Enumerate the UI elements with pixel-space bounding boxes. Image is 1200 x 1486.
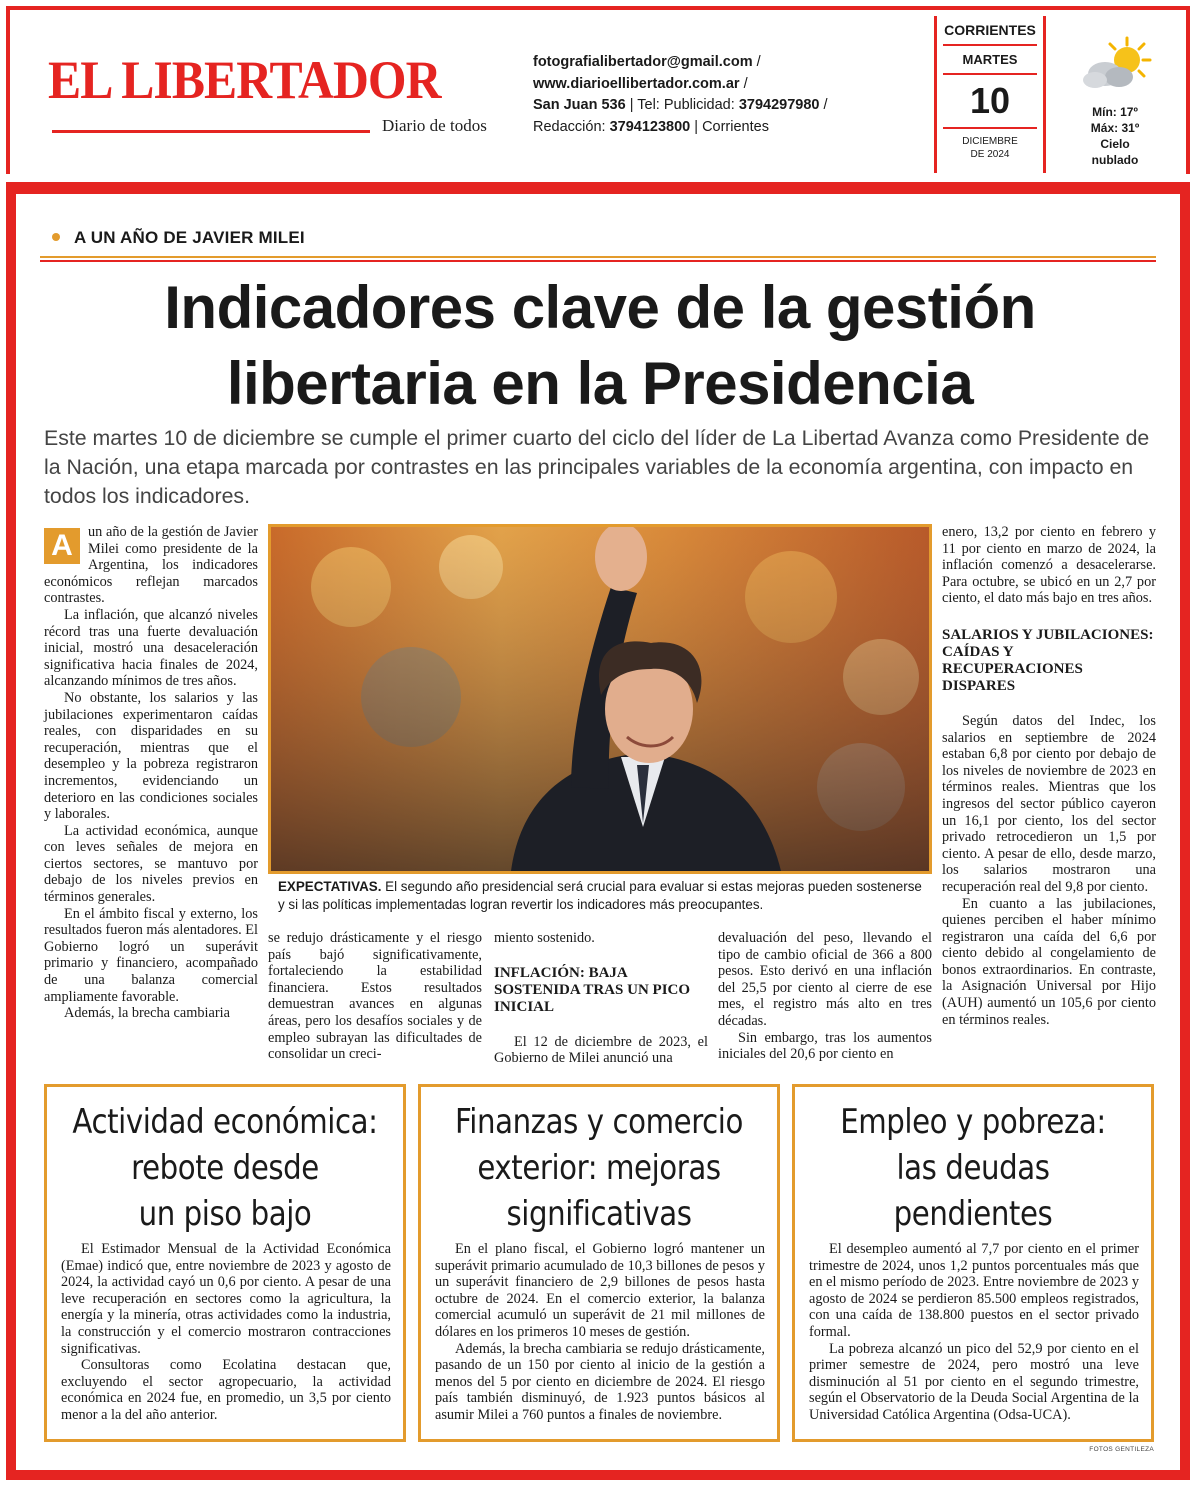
weather-condition-2: nublado bbox=[1091, 153, 1139, 167]
date-year: DE 2024 bbox=[970, 149, 1010, 160]
box-empleo-pobreza bbox=[792, 1084, 1154, 1442]
date-city: CORRIENTES bbox=[944, 22, 1036, 38]
paragraph: Consultoras como Ecolatina destacan que, excluyendo el sector agropecuario, la actividad económica en 2024 fue, en promedio, un 3,5 por ciento menor a la del año anterior. bbox=[61, 1357, 391, 1423]
photo-credit: FOTOS GENTILEZA bbox=[1089, 1446, 1154, 1453]
paragraph: La inflación, que alcanzó niveles récord tras una fuerte devaluación inicial, mostró una desaceleración significativa hacia finales de 2024, alcanzando mínimos de tres años. bbox=[44, 606, 258, 690]
caption-text: El segundo año presidencial será crucial para evaluar si estas mejoras pueden sostenerse y si las políticas implementadas logran revertir los indicadores más preocupantes. bbox=[278, 879, 922, 912]
main-photo[interactable] bbox=[268, 524, 932, 874]
paragraph: En el plano fiscal, el Gobierno logró mantener un superávit primario acumulado de 10,3 billones de pesos y un superávit financiero de 2,9 billones de pesos hasta octubre de 2024. En el comercio exterior, la balanza comercial acumuló un superávit de 21 mil millones de dólares en los primeros 10 meses de gestión. bbox=[435, 1241, 765, 1340]
box-body bbox=[61, 1241, 391, 1424]
headline-line-1: Indicadores clave de la gestión bbox=[164, 274, 1036, 341]
paragraph: La pobreza alcanzó un pico del 52,9 por ciento en el primer semestre de 2024, pero mostró una leve disminución al 51 por ciento en el segundo trimestre, según el Observatorio de la Deuda Social Argentina de la Universidad Católica Argentina (Odsa-UCA). bbox=[809, 1340, 1139, 1423]
paragraph: un año de la gestión de Javier Milei como presidente de la Argentina, los indicadores económicos reflejan marcados contrastes. bbox=[44, 524, 258, 607]
logo-wordmark: EL LIBERTADOR bbox=[48, 50, 441, 110]
article-column-3 bbox=[494, 930, 708, 1067]
article-column-4 bbox=[718, 930, 932, 1063]
article-headline bbox=[40, 270, 1160, 422]
weather-widget bbox=[1050, 28, 1180, 176]
date-day-number: 10 bbox=[969, 80, 1011, 121]
contact-redaccion-number: 3794123800 bbox=[609, 118, 691, 135]
article-dek: Este martes 10 de diciembre se cumple el primer cuarto del ciclo del líder de La Libertad Avanza como Presidente de la Nación, una etapa marcada por contrastes en las principales variables de la economía argentina, con impacto en todos los indicadores. bbox=[44, 426, 1150, 508]
box-actividad-economica bbox=[44, 1084, 406, 1442]
kicker-text: A UN AÑO DE JAVIER MILEI bbox=[74, 228, 305, 247]
paragraph: El Estimador Mensual de la Actividad Económica (Emae) indicó que, entre noviembre de 2023 y agosto de 2024, la actividad cayó un 0,6 por ciento. A pesar de una leve recuperación en sectores como la agricultura, la energía y la minería, otras actividades como la industria, la construcción y el comercio mostraron contracciones significativas. bbox=[61, 1241, 391, 1357]
box-title bbox=[446, 1099, 752, 1237]
article-column-5 bbox=[942, 524, 1156, 1028]
box-title-line: Actividad económica: bbox=[72, 1102, 378, 1142]
newspaper-logo[interactable] bbox=[48, 50, 487, 138]
article-column-2 bbox=[268, 930, 482, 1063]
date-divider bbox=[943, 44, 1037, 46]
paragraph: En cuanto a las jubilaciones, quienes perciben el haber mínimo registraron una caída del 6,6 por ciento debido al congelamiento de bonos extraordinarios. En contraste, la Asignación Universal por Hijo (AUH) aumentó un 105,6 por ciento en términos reales. bbox=[942, 895, 1156, 1028]
subhead-inflacion: INFLACIÓN: BAJA SOSTENIDA TRAS UN PICO INICIAL bbox=[494, 964, 691, 1015]
paragraph: enero, 13,2 por ciento en febrero y 11 por ciento en marzo de 2024, la inflación comenzó a desacelerarse. Para octubre, se ubicó en un 2,7 por ciento, el dato más bajo en tres años. bbox=[942, 524, 1156, 607]
paragraph: Además, la brecha cambiaria se redujo drásticamente, pasando de un 150 por ciento al inicio de la gestión a menos del 5 por ciento en diciembre de 2024. El riesgo país también disminuyó, de 1.923 puntos básicos al asumir Milei a 760 puntos a finales de noviembre. bbox=[435, 1340, 765, 1423]
box-title-line: Finanzas y comercio bbox=[455, 1102, 743, 1142]
contact-tel-label: Tel: Publicidad: bbox=[637, 97, 735, 113]
paragraph: se redujo drásticamente y el riesgo país bajó significativamente, fortaleciendo la estabilidad financiera. Estos resultados demuestran avances en algunas áreas, pero los desafíos sociales y de empleo subrayan las dificultades de consolidar un creci- bbox=[268, 930, 482, 1063]
contact-email[interactable]: fotografialibertador@gmail.com bbox=[533, 54, 753, 70]
section-kicker bbox=[52, 228, 305, 248]
paragraph: La actividad económica, aunque con leves señales de mejora en ciertos sectores, se mantuvo por debajo de los niveles previos en términos generales. bbox=[44, 822, 258, 906]
box-body bbox=[435, 1241, 765, 1424]
box-title-line: las deudas bbox=[896, 1148, 1050, 1188]
date-month: DICIEMBRE bbox=[962, 136, 1018, 147]
box-title-line: rebote desde bbox=[131, 1148, 319, 1188]
kicker-rule-gold bbox=[40, 256, 1156, 258]
paragraph: Sin embargo, tras los aumentos iniciales del 20,6 por ciento en bbox=[718, 1029, 932, 1063]
paragraph: El 12 de diciembre de 2023, el Gobierno de Milei anunció una bbox=[494, 1033, 708, 1067]
kicker-rule-red bbox=[40, 260, 1156, 262]
box-title bbox=[72, 1099, 378, 1237]
logo-underline bbox=[52, 130, 370, 133]
bullet-icon bbox=[52, 233, 60, 241]
weather-max: Máx: 31º bbox=[1090, 121, 1140, 135]
photo-block bbox=[268, 524, 932, 924]
article-column-1 bbox=[44, 524, 258, 1022]
partly-cloudy-sun-icon bbox=[1075, 34, 1155, 94]
box-title bbox=[820, 1099, 1126, 1237]
drop-cap: A bbox=[44, 528, 80, 564]
box-body bbox=[809, 1241, 1139, 1424]
box-title-line: significativas bbox=[506, 1194, 692, 1234]
box-title-line: exterior: mejoras bbox=[477, 1148, 721, 1188]
headline-line-2: libertaria en la Presidencia bbox=[226, 350, 974, 417]
weather-condition-1: Cielo bbox=[1100, 137, 1130, 151]
paragraph: Además, la brecha cambiaria bbox=[64, 1005, 230, 1022]
box-finanzas-comercio bbox=[418, 1084, 780, 1442]
date-weekday: MARTES bbox=[962, 52, 1018, 67]
contact-web[interactable]: www.diarioellibertador.com.ar bbox=[533, 75, 740, 92]
date-divider bbox=[943, 73, 1037, 75]
logo-tagline: Diario de todos bbox=[382, 116, 487, 135]
photo-caption bbox=[278, 878, 926, 914]
box-title-line: Empleo y pobreza: bbox=[840, 1102, 1106, 1142]
paragraph: Según datos del Indec, los salarios en septiembre de 2024 estaban 6,8 por ciento por debajo de los niveles de noviembre de 2023 en términos reales. Mientras que los ingresos del sector público cayeron un 16,1 por ciento, los del sector privado retrocedieron un 1,5 por ciento. A pesar de ello, desde marzo, los salarios mostraron una recuperación real del 9,8 por ciento. bbox=[942, 712, 1156, 895]
contact-city: Corrientes bbox=[702, 118, 769, 135]
contact-info: fotografialibertador@gmail.com / www.diarioellibertador.com.ar / San Juan 536 | Tel: Publicidad: 3794297980 / Redacción: 3794123800 | Corrientes bbox=[533, 54, 828, 135]
paragraph: No obstante, los salarios y las jubilaciones experimentaron caídas reales, con disparidades en su recuperación, mientras que el desempleo y la pobreza registraron incrementos, evidenciando un deterioro en las condiciones sociales y laborales. bbox=[44, 689, 258, 823]
date-box bbox=[934, 16, 1046, 173]
masthead-red-bar bbox=[6, 182, 1190, 194]
contact-redaccion-label: Redacción: bbox=[533, 118, 606, 135]
caption-label: EXPECTATIVAS. bbox=[278, 879, 382, 894]
paragraph: miento sostenido. bbox=[494, 930, 595, 946]
weather-min: Mín: 17º bbox=[1092, 105, 1138, 119]
contact-tel-number: 3794297980 bbox=[738, 97, 820, 113]
paragraph: En el ámbito fiscal y externo, los resultados fueron más alentadores. El Gobierno logró un superávit primario y financiero, acompañado de una balanza comercial ampliamente favorable. bbox=[44, 905, 258, 1005]
contact-address: San Juan 536 bbox=[533, 97, 626, 113]
paragraph: El desempleo aumentó al 7,7 por ciento en el primer trimestre de 2024, unos 1,2 puntos porcentuales más que en el mismo período de 2023. Entre noviembre de 2023 y agosto de 2024 se perdieron 85.500 empleos registrados, con una caída de 138.800 puestos en el sector privado formal. bbox=[809, 1241, 1139, 1340]
box-title-line: un piso bajo bbox=[138, 1194, 312, 1234]
date-divider bbox=[943, 127, 1037, 129]
paragraph: devaluación del peso, llevando el tipo de cambio oficial de 366 a 800 pesos. Esto derivó en una inflación del 25,5 por ciento al cierre de ese mes, el registro más alto en tres décadas. bbox=[718, 930, 932, 1029]
subhead-salarios: SALARIOS Y JUBILACIONES: CAÍDAS Y RECUPERACIONES DISPARES bbox=[942, 626, 1154, 694]
box-title-line: pendientes bbox=[893, 1194, 1053, 1234]
